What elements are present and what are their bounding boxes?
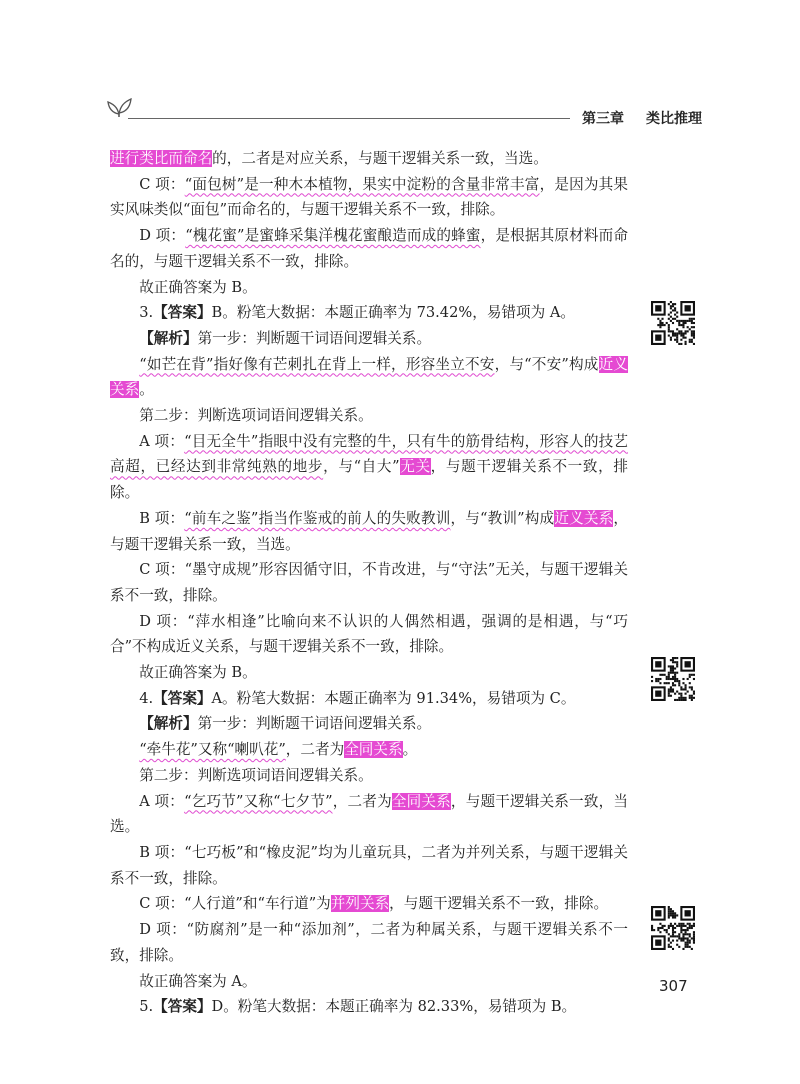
- page-number: 307: [659, 977, 688, 995]
- qr-code-icon[interactable]: [651, 301, 695, 345]
- question-5-header: 5.【答案】D。粉笔大数据：本题正确率为 82.33%，易错项为 B。: [139, 998, 577, 1016]
- paragraph: B 项：“七巧板”和“橡皮泥”均为儿童玩具，二者为并列关系，与题干逻辑关系不一致，排除。: [110, 843, 628, 887]
- question-4-header: 4.【答案】A。粉笔大数据：本题正确率为 91.34%，易错项为 C。: [139, 689, 576, 707]
- analysis-line: 【解析】第一步：判断题干词语间逻辑关系。: [139, 715, 432, 733]
- answer-line: 故正确答案为 B。: [139, 664, 257, 682]
- qr-code-icon[interactable]: [651, 657, 695, 701]
- chapter-title: 类比推理: [646, 111, 702, 127]
- paragraph: C 项：“墨守成规”形容因循守旧，不肯改进，与“守法”无关，与题干逻辑关系不一致，排除。: [110, 561, 628, 604]
- qr-code-icon[interactable]: [651, 906, 695, 950]
- analysis-line: 【解析】第一步：判断题干词语间逻辑关系。: [139, 329, 432, 347]
- paragraph: 第二步：判断选项词语间逻辑关系。: [139, 766, 373, 784]
- paragraph: A 项：“目无全牛”指眼中没有完整的牛，只有牛的筋骨结构，形容人的技艺高超，已经达到非常纯熟的地步，与“自大”无关，与题干逻辑关系不一致，排除。: [110, 432, 628, 502]
- paragraph: C 项：“人行道”和“车行道”为并列关系，与题干逻辑关系不一致，排除。: [139, 895, 609, 913]
- paragraph: D 项：“防腐剂”是一种“添加剂”，二者为种属关系，与题干逻辑关系不一致，排除。: [110, 921, 628, 964]
- paragraph: B 项：“前车之鉴”指当作鉴戒的前人的失败教训，与“教训”构成近义关系，与题干逻辑关系一致，当选。: [110, 509, 628, 553]
- paragraph: “牵牛花”又称“喇叭花”，二者为全同关系。: [139, 741, 418, 759]
- paragraph: A 项：“乞巧节”又称“七夕节”，二者为全同关系，与题干逻辑关系一致，当选。: [110, 792, 628, 836]
- chapter-header: [582, 108, 702, 128]
- paragraph: 第二步：判断选项词语间逻辑关系。: [139, 407, 373, 425]
- question-3-header: 3.【答案】B。粉笔大数据：本题正确率为 73.42%，易错项为 A。: [139, 304, 575, 322]
- paragraph: “如芒在背”指好像有芒刺扎在背上一样，形容坐立不安，与“不安”构成近义关系。: [110, 355, 628, 399]
- chapter-number: 第三章: [582, 111, 624, 127]
- answer-line: 故正确答案为 B。: [139, 278, 257, 296]
- paragraph: 进行类比而命名的，二者是对应关系，与题干逻辑关系一致，当选。: [110, 150, 548, 167]
- paragraph: D 项：“萍水相逢”比喻向来不认识的人偶然相遇，强调的是相遇，与“巧合”不构成近义关系，与题干逻辑关系不一致，排除。: [110, 612, 628, 656]
- paragraph: D 项：“槐花蜜”是蜜蜂采集洋槐花蜜酿造而成的蜂蜜，是根据其原材料而命名的，与题干逻辑关系不一致，排除。: [110, 227, 628, 270]
- header-rule: [128, 118, 570, 119]
- leaf-icon: [104, 96, 134, 118]
- paragraph: C 项：“面包树”是一种木本植物，果实中淀粉的含量非常丰富，是因为其果实风味类似“面包”而命名的，与题干逻辑关系不一致，排除。: [110, 175, 628, 219]
- answer-line: 故正确答案为 A。: [139, 972, 257, 990]
- page-body: [110, 146, 628, 1020]
